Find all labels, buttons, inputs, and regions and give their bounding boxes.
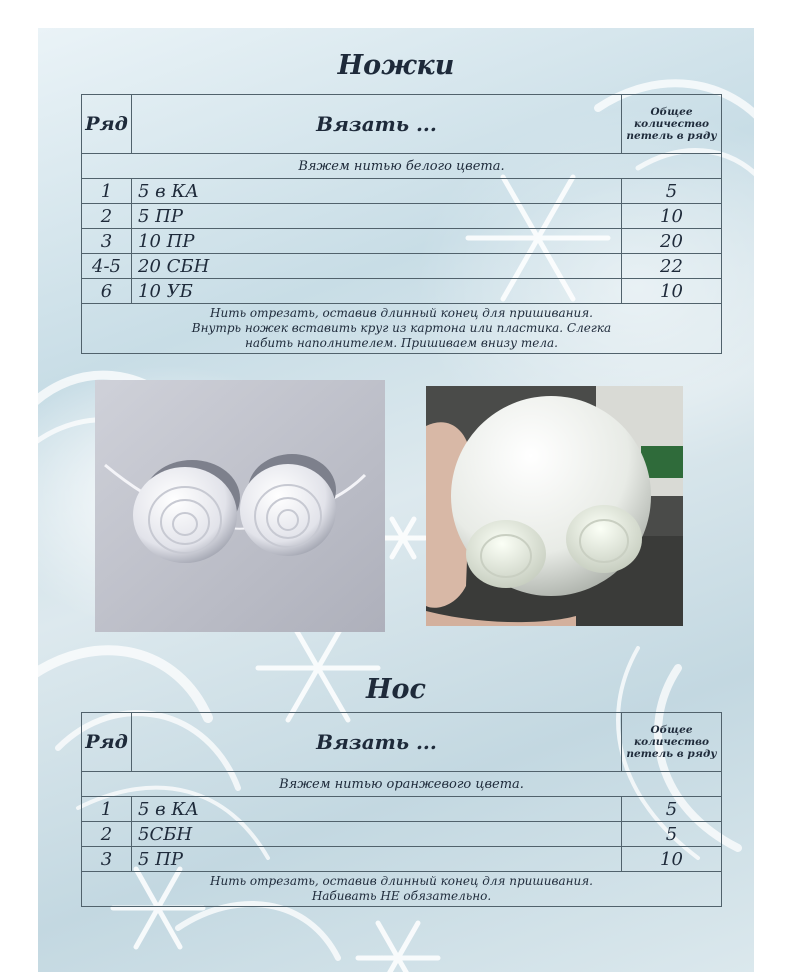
row-number: 3 [82, 229, 132, 254]
table-row [82, 797, 722, 822]
row-instruction: 5 в КА [132, 179, 622, 204]
row-instruction: 20 СБН [132, 254, 622, 279]
photo-crocheted-legs [95, 380, 385, 632]
row-total: 5 [622, 179, 722, 204]
header-knit-label: Вязать ... [132, 95, 622, 154]
row-number: 6 [82, 279, 132, 304]
footer-line: Нить отрезать, оставив длинный конец для пришивания. [210, 874, 593, 888]
row-instruction: 10 УБ [132, 279, 622, 304]
section-title-nose: Нос [366, 674, 426, 705]
photo-body-with-legs [426, 386, 683, 626]
row-number: 4-5 [82, 254, 132, 279]
table-footer-note [82, 872, 722, 907]
nose-table [81, 712, 722, 907]
footer-line: набить наполнителем. Пришиваем внизу тела. [245, 336, 558, 350]
row-number: 3 [82, 847, 132, 872]
table-row [82, 229, 722, 254]
table-header [82, 713, 722, 772]
row-total: 5 [622, 822, 722, 847]
row-total: 10 [622, 847, 722, 872]
color-note: Вяжем нитью белого цвета. [82, 154, 722, 179]
row-instruction: 10 ПР [132, 229, 622, 254]
footer-line: Набивать НЕ обязательно. [311, 889, 492, 903]
row-instruction: 5 ПР [132, 204, 622, 229]
row-number: 2 [82, 822, 132, 847]
row-number: 2 [82, 204, 132, 229]
table-row [82, 254, 722, 279]
table-footer-note [82, 304, 722, 354]
footer-line: Внутрь ножек вставить круг из картона или пластика. Слегка [191, 321, 612, 335]
row-instruction: 5 ПР [132, 847, 622, 872]
footer-line: Нить отрезать, оставив длинный конец для пришивания. [210, 306, 593, 320]
pattern-page [38, 28, 754, 972]
row-total: 10 [622, 279, 722, 304]
section-title-legs: Ножки [337, 50, 455, 81]
table-row [82, 179, 722, 204]
header-row-label: Ряд [82, 95, 132, 154]
color-note: Вяжем нитью оранжевого цвета. [82, 772, 722, 797]
header-total-label: Общее количество петель в ряду [622, 95, 722, 154]
table-row [82, 279, 722, 304]
row-instruction: 5 в КА [132, 797, 622, 822]
table-row [82, 204, 722, 229]
header-total-label: Общее количество петель в ряду [622, 713, 722, 772]
table-row [82, 822, 722, 847]
table-header [82, 95, 722, 154]
row-number: 1 [82, 797, 132, 822]
legs-table [81, 94, 722, 354]
header-row-label: Ряд [82, 713, 132, 772]
row-total: 10 [622, 204, 722, 229]
header-knit-label: Вязать ... [132, 713, 622, 772]
row-number: 1 [82, 179, 132, 204]
row-total: 5 [622, 797, 722, 822]
table-row [82, 847, 722, 872]
row-total: 20 [622, 229, 722, 254]
row-instruction: 5СБН [132, 822, 622, 847]
row-total: 22 [622, 254, 722, 279]
